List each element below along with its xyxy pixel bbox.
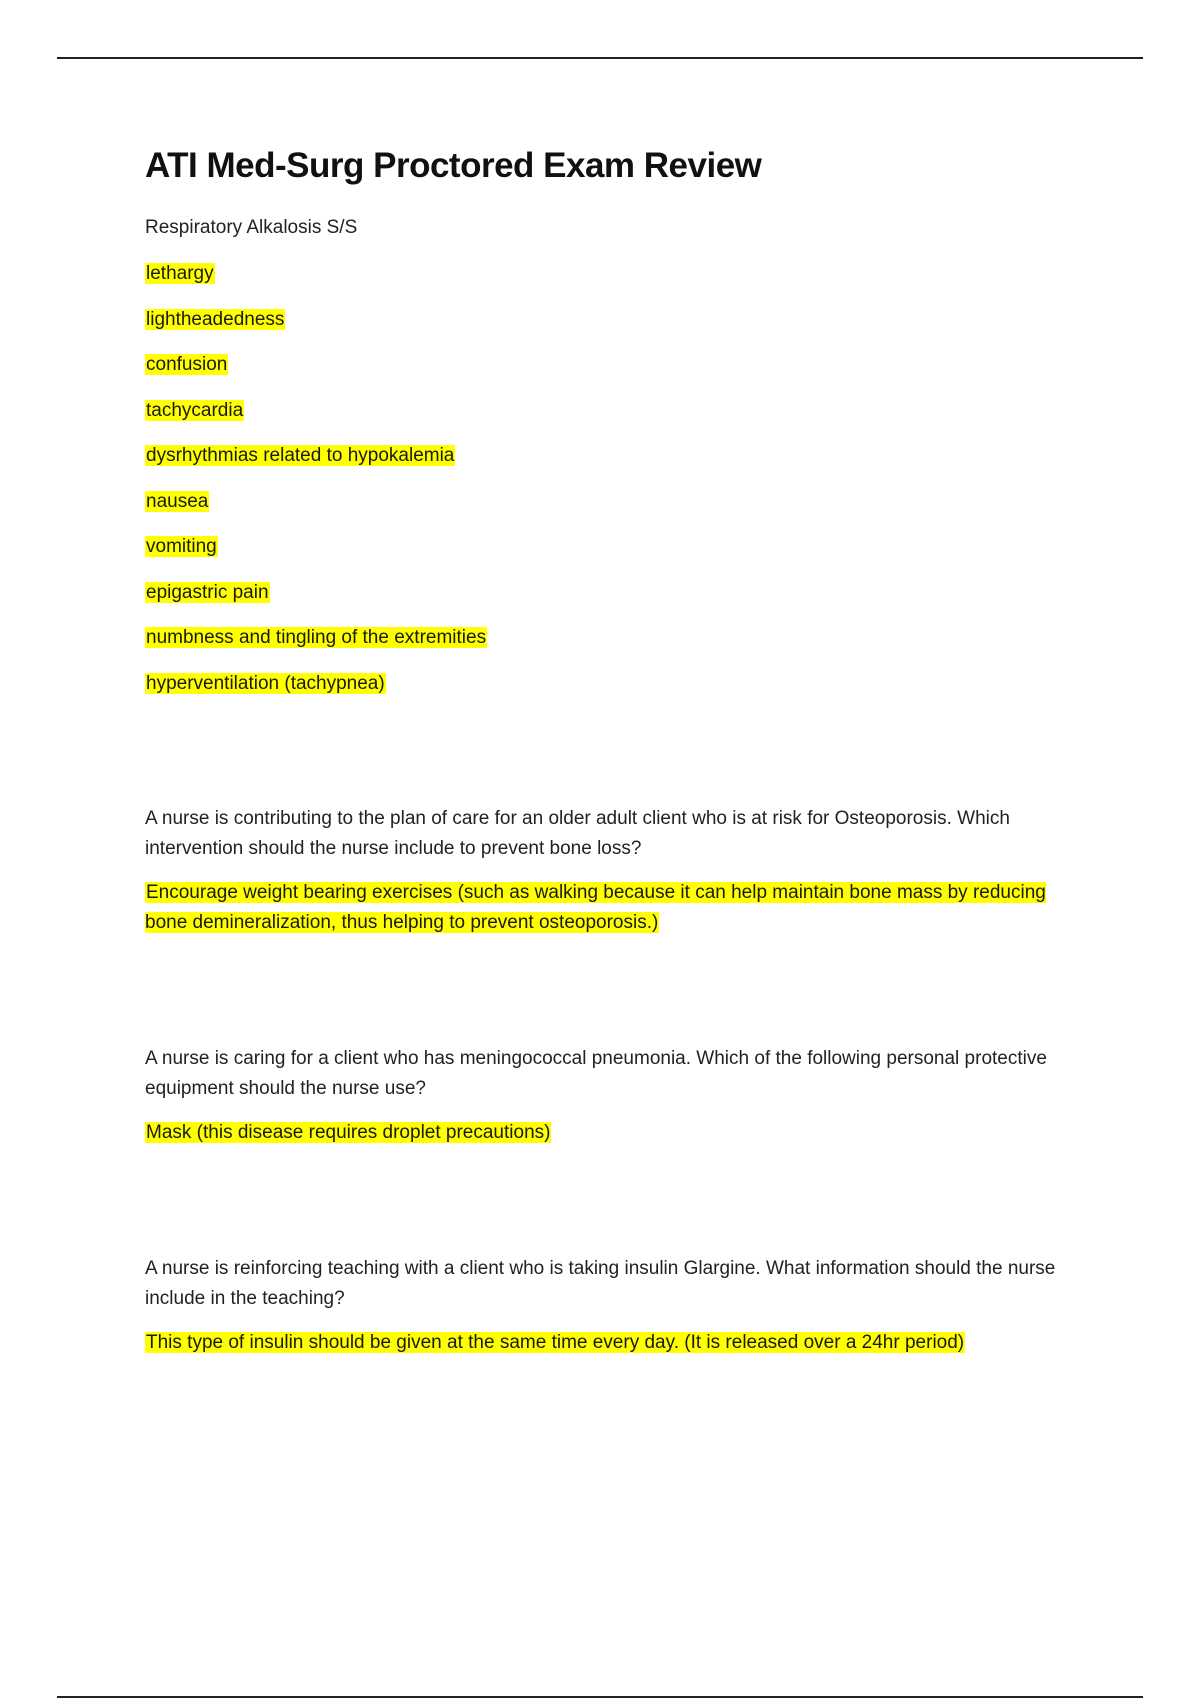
question-block bbox=[145, 1254, 1090, 1358]
list-item bbox=[145, 352, 487, 398]
symptom-text: nausea bbox=[146, 490, 209, 512]
list-item bbox=[145, 671, 487, 717]
list-item bbox=[145, 625, 487, 671]
list-item bbox=[145, 261, 487, 307]
list-item bbox=[145, 398, 487, 444]
question-text: A nurse is reinforcing teaching with a client who is taking insulin Glargine. What information should the nurse include in the teaching? bbox=[145, 1258, 1056, 1309]
list-item bbox=[145, 580, 487, 626]
symptom-text: tachycardia bbox=[146, 399, 244, 421]
symptom-text: lightheadedness bbox=[146, 308, 285, 330]
list-item bbox=[145, 489, 487, 535]
document-title: ATI Med-Surg Proctored Exam Review bbox=[145, 146, 762, 185]
question-block bbox=[145, 804, 1090, 938]
list-item bbox=[145, 534, 487, 580]
answer-text: This type of insulin should be given at the same time every day. (It is released over a 24hr period) bbox=[146, 1332, 965, 1353]
header-rule bbox=[57, 57, 1143, 59]
question-text: A nurse is contributing to the plan of care for an older adult client who is at risk for Osteoporosis. Which intervention should the nurse include to prevent bone loss? bbox=[145, 808, 1010, 859]
answer-paragraph bbox=[145, 1328, 1090, 1358]
answer-text: Mask (this disease requires droplet precautions) bbox=[146, 1122, 551, 1143]
answer-paragraph bbox=[145, 878, 1090, 938]
symptom-text: numbness and tingling of the extremities bbox=[146, 627, 487, 648]
symptom-text: hyperventilation (tachypnea) bbox=[146, 672, 385, 694]
symptom-text: confusion bbox=[146, 354, 228, 375]
list-item bbox=[145, 443, 487, 489]
question-block bbox=[145, 1044, 1090, 1148]
section-label: Respiratory Alkalosis S/S bbox=[145, 217, 358, 238]
answer-paragraph bbox=[145, 1118, 1090, 1148]
symptom-text: dysrhythmias related to hypokalemia bbox=[146, 445, 455, 466]
answer-text: Encourage weight bearing exercises (such as walking because it can help maintain bone mass by reducing bone demineralization, thus helping to prevent osteoporosis.) bbox=[145, 882, 1046, 933]
symptom-list bbox=[145, 261, 487, 716]
symptom-text: vomiting bbox=[146, 536, 217, 557]
question-text: A nurse is caring for a client who has meningococcal pneumonia. Which of the following personal protective equipment should the nurse use? bbox=[145, 1048, 1047, 1099]
symptom-text: epigastric pain bbox=[146, 581, 269, 603]
symptom-text: lethargy bbox=[146, 263, 214, 284]
list-item bbox=[145, 307, 487, 353]
footer-rule bbox=[57, 1696, 1143, 1698]
